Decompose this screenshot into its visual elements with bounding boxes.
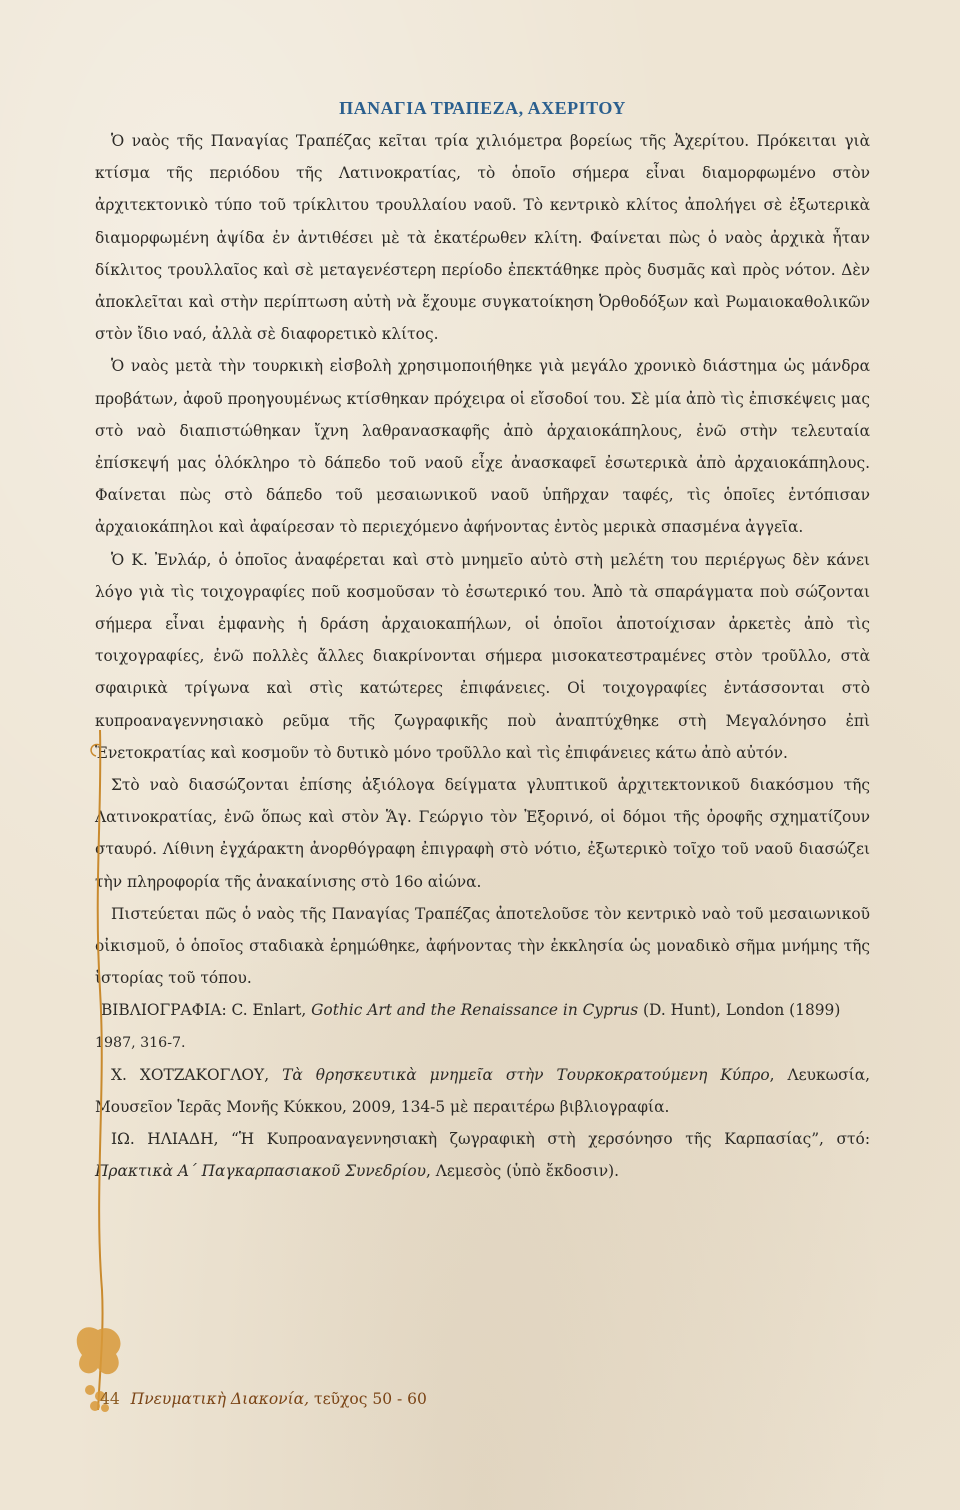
paragraph-5: Πιστεύεται πῶς ὁ ναὸς τῆς Παναγίας Τραπέζας ἀποτελοῦσε τὸν κεντρικὸ ναὸ τοῦ μεσαιωνικοῦ οἰκισμοῦ, ὁ ὁποῖος σταδιακὰ ἐρημώθηκε, ἀφήνοντας τὴν ἐκκλησία ὡς μοναδικὸ σῆμα μνήμης τῆς ἱστορίας τοῦ τόπου.: [95, 904, 870, 988]
page-number: 44: [100, 1390, 120, 1408]
bib-entry-1-post: (D. Hunt), London (1899): [638, 1001, 841, 1020]
bib-entry-3-pre: ΙΩ. ΗΛΙΑΔΗ, “Ἡ Κυπροαναγεννησιακὴ ζωγραφικὴ στὴ χερσόνησο τῆς Καρπασίας”, στό:: [111, 1130, 870, 1149]
bib-entry-3-post: , Λεμεσὸς (ὑπὸ ἔκδοσιν).: [426, 1162, 619, 1181]
paragraph-2: Ὁ ναὸς μετὰ τὴν τουρκικὴ εἰσβολὴ χρησιμοποιήθηκε γιὰ μεγάλο χρονικὸ διάστημα ὡς μάνδρα προβάτων, ἀφοῦ προηγουμένως κτίσθηκαν πρόχειρα οἱ εἴσοδοί του. Σὲ μία ἀπὸ τὶς ἐπισκέψεις μας στὸ ναὸ διαπιστώθηκαν ἴχνη λαθρανασκαφῆς ἀπὸ ἀρχαιοκάπηλους, ἐνῶ στὴν τελευταία ἐπίσκεψή μας ὁλόκληρο τὸ δάπεδο τοῦ ναοῦ εἶχε ἀνασκαφεῖ ἐσωτερικὰ ἀπὸ ἀρχαιοκάπηλους. Φαίνεται πὼς στὸ δάπεδο τοῦ μεσαιωνικοῦ ναοῦ ὑπῆρχαν ταφές, τὶς ὁποῖες ἐντόπισαν ἀρχαιοκάπηλοι καὶ ἀφαίρεσαν τὸ περιεχόμενο ἀφήνοντας ἐντὸς μερικὰ σπασμένα ἀγγεῖα.: [95, 357, 870, 537]
page-footer: [100, 1390, 427, 1408]
bib-entry-1-title: Gothic Art and the Renaissance in Cyprus: [311, 1001, 639, 1020]
bib-entry-2-title: Τὰ θρησκευτικὰ μνημεῖα στὴν Τουρκοκρατούμενη Κύπρο: [282, 1065, 770, 1084]
bib-entry-1-pre: ΒΙΒΛΙΟΓΡΑΦΙΑ: C. Enlart,: [101, 1001, 312, 1020]
bib-entry-2-pre: Χ. ΧΟΤΖΑΚΟΓΛΟΥ,: [111, 1065, 283, 1084]
vine-ornament-icon: [60, 730, 140, 1430]
bib-entry-3-title: Πρακτικὰ Α΄ Παγκαρπασιακοῦ Συνεδρίου: [95, 1162, 427, 1181]
bibliography: [95, 994, 870, 1187]
bib-entry-2: [95, 1059, 870, 1123]
paragraph-1: Ὁ ναὸς τῆς Παναγίας Τραπέζας κεῖται τρία χιλιόμετρα βορείως τῆς Ἀχερίτου. Πρόκειται γιὰ κτίσμα τῆς περιόδου τῆς Λατινοκρατίας, τὸ ὁποῖο σήμερα εἶναι διαμορφωμένο στὸν ἀρχιτεκτονικὸ τύπο τοῦ τρίκλιτου τρουλλαίου ναοῦ. Τὸ κεντρικὸ κλίτος ἀπολήγει σὲ ἐξωτερικὰ διαμορφωμένη ἀψίδα ἐν ἀντιθέσει μὲ τὰ ἑκατέρωθεν κλίτη. Φαίνεται πὼς ὁ ναὸς ἀρχικὰ ἦταν δίκλιτος τρουλλαῖος καὶ σὲ μεταγενέστερη περίοδο ἐπεκτάθηκε πρὸς δυσμᾶς καὶ πρὸς νότον. Δὲν ἀποκλεῖται καὶ στὴν περίπτωση αὐτὴ νὰ ἔχουμε συγκατοίκηση Ὀρθοδόξων καὶ Ρωμαιοκαθολικῶν στὸν ἴδιο ναό, ἀλλὰ σὲ διαφορετικὸ κλίτος.: [95, 132, 870, 344]
bib-entry-1-continued: 1987, 316-7.: [95, 1034, 186, 1051]
page-title: ΠΑΝΑΓΙΑ ΤΡΑΠΕΖΑ, ΑΧΕΡΙΤΟΥ: [339, 98, 626, 118]
paragraph-4: Στὸ ναὸ διασώζονται ἐπίσης ἀξιόλογα δείγματα γλυπτικοῦ ἀρχιτεκτονικοῦ διακόσμου τῆς Λατινοκρατίας, ἐνῶ ὅπως καὶ στὸν Ἅγ. Γεώργιο τὸν Ἐξορινό, οἱ δόμοι τῆς ὀροφῆς σχηματίζουν σταυρό. Λίθινη ἐγχάρακτη ἀνορθόγραφη ἐπιγραφὴ στὸ νότιο, ἐξωτερικὸ τοῖχο τοῦ ναοῦ διασώζει τὴν πληροφορία τῆς ἀνακαίνισης στὸ 16ο αἰώνα.: [95, 776, 870, 891]
bib-entry-3: [95, 1123, 870, 1187]
paragraph-3: Ὁ Κ. Ἐνλάρ, ὁ ὁποῖος ἀναφέρεται καὶ στὸ μνημεῖο αὐτὸ στὴ μελέτη του περιέργως δὲν κάνει λόγο γιὰ τὶς τοιχογραφίες ποῦ κοσμοῦσαν τὸ ἐσωτερικό του. Ἀπὸ τὰ σπαράγματα ποὺ σώζονται σήμερα εἶναι ἐμφανὴς ἡ δράση ἀρχαιοκαπήλων, οἱ ὁποῖοι ἀποτοίχισαν ἀρκετὲς ἀπὸ τὶς τοιχογραφίες, ἐνῶ πολλὲς ἄλλες διακρίνονται σήμερα μισοκατεστραμένες στὸν τροῦλλο, στὰ σφαιρικὰ τρίγωνα καὶ στὶς κατώτερες ἐπιφάνειες. Οἱ τοιχογραφίες ἐντάσσονται στὸ κυπροαναγεννησιακὸ ρεῦμα τῆς ζωγραφικῆς ποὺ ἀναπτύχθηκε στὴ Μεγαλόνησο ἐπὶ Ἑνετοκρατίας καὶ κοσμοῦν τὸ δυτικὸ μόνο τροῦλλο καὶ τὶς ἐπιφάνειες κάτω ἀπὸ αὐτόν.: [95, 550, 870, 762]
journal-name: Πνευματικὴ Διακονία,: [130, 1390, 310, 1408]
page-content: [95, 98, 870, 1188]
issue-number: τεῦχος 50 - 60: [314, 1390, 427, 1408]
bib-entry-2-post: , Λευκωσία, Μουσεῖον Ἱερᾶς Μονῆς Κύκκου, 2009, 134-5 μὲ περαιτέρω βιβλιογραφία.: [95, 1065, 870, 1116]
bib-entry-1: [95, 994, 870, 1026]
